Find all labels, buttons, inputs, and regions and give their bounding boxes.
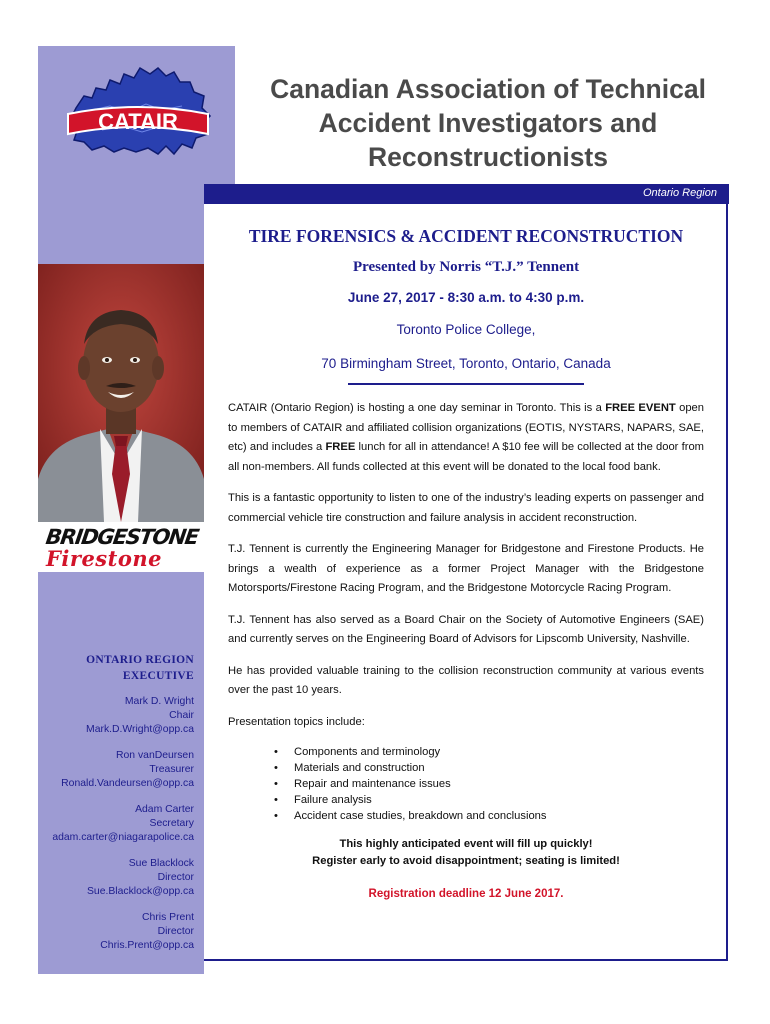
presenter-photo	[38, 264, 204, 522]
sponsor-logo	[38, 522, 204, 572]
executive-member	[40, 911, 194, 953]
registration-notice	[228, 836, 704, 870]
member-role: Director	[157, 926, 194, 937]
training-paragraph: He has provided valuable training to the collision reconstruction community at various events over the past 10 years.	[228, 664, 704, 696]
member-email-link[interactable]: Mark.D.Wright@opp.ca	[86, 724, 194, 735]
page-title	[248, 72, 728, 174]
event-date: June 27, 2017 - 8:30 a.m. to 4:30 p.m.	[347, 290, 585, 305]
list-item: • Components and terminology	[294, 744, 704, 760]
divider	[348, 383, 584, 385]
member-role: Chair	[169, 710, 194, 721]
catair-logo	[62, 60, 214, 172]
main-content	[228, 223, 704, 902]
title-line-1: Canadian Association of Technical	[270, 74, 706, 104]
event-presenter: Presented by Norris “T.J.” Tennent	[352, 259, 580, 275]
executive-list	[40, 652, 194, 965]
executive-heading-line-2: EXECUTIVE	[122, 670, 194, 682]
event-venue: Toronto Police College,	[396, 322, 536, 337]
topics-intro: Presentation topics include:	[228, 715, 365, 728]
list-item: • Materials and construction	[294, 760, 704, 776]
board-paragraph: T.J. Tennent has also served as a Board Chair on the Society of Automotive Engineers (SAE) and currently serves on the Engineering Board of Advisors for Lipscomb University, Nashville.	[228, 613, 704, 645]
intro-paragraph	[228, 399, 704, 477]
executive-member	[40, 749, 194, 791]
registration-deadline: Registration deadline 12 June 2017.	[368, 888, 564, 900]
member-name: Sue Blacklock	[128, 858, 194, 869]
member-email-link[interactable]: Ronald.Vandeursen@opp.ca	[61, 778, 194, 789]
topics-list	[228, 744, 704, 824]
executive-member	[40, 857, 194, 899]
free-event-emphasis: FREE EVENT	[605, 402, 676, 414]
member-role: Secretary	[149, 818, 194, 829]
list-item: • Repair and maintenance issues	[294, 776, 704, 792]
event-title: TIRE FORENSICS & ACCIDENT RECONSTRUCTION	[248, 226, 684, 246]
member-name: Mark D. Wright	[124, 696, 194, 707]
member-name: Chris Prent	[142, 912, 194, 923]
region-bar	[204, 184, 729, 204]
bio-paragraph: T.J. Tennent is currently the Engineering Manager for Bridgestone and Firestone Products. He brings a wealth of experience as a former Project Manager with the Bridgestone Motorsports/Firestone Racing Program, and the Bridgestone Motorcycle Racing Program.	[228, 543, 704, 594]
firestone-wordmark: Firestone	[46, 546, 162, 571]
member-name: Adam Carter	[135, 804, 194, 815]
notice-line-1: This highly anticipated event will fill up quickly!	[339, 838, 593, 850]
member-email-link[interactable]: adam.carter@niagarapolice.ca	[52, 832, 194, 843]
title-line-2: Accident Investigators and	[318, 108, 658, 138]
member-role: Director	[157, 872, 194, 883]
executive-member	[40, 695, 194, 737]
intro-text-a: CATAIR (Ontario Region) is hosting a one day seminar in Toronto. This is a	[228, 402, 606, 414]
member-email-link[interactable]: Sue.Blacklock@opp.ca	[86, 886, 194, 897]
member-role: Treasurer	[149, 764, 194, 775]
logo-text: CATAIR	[98, 109, 178, 134]
list-item: • Failure analysis	[294, 792, 704, 808]
region-label: Ontario Region	[643, 187, 717, 199]
executive-member	[40, 803, 194, 845]
event-address: 70 Birmingham Street, Toronto, Ontario, Canada	[321, 356, 611, 371]
opportunity-paragraph: This is a fantastic opportunity to listen to one of the industry’s leading experts on passenger and commercial vehicle tire construction and failure analysis in accident reconstruction.	[228, 492, 704, 524]
list-item: • Accident case studies, breakdown and conclusions	[294, 808, 704, 824]
executive-heading-line-1: ONTARIO REGION	[86, 654, 194, 666]
title-line-3: Reconstructionists	[367, 142, 608, 172]
member-name: Ron vanDeursen	[116, 750, 194, 761]
bridgestone-wordmark: BRIDGESTONE	[44, 525, 200, 549]
member-email-link[interactable]: Chris.Prent@opp.ca	[100, 940, 194, 951]
intro-text-c: lunch for all in attendance! A $10 fee will be collected at the door from all non-members. All funds collected at this event will be donated to the local food bank.	[228, 441, 704, 473]
intro-text-b: open to members of CATAIR and affiliated collision organizations (EOTIS, NYSTARS, NAPARS, SAE, etc) and includes a	[228, 402, 704, 453]
free-lunch-emphasis: FREE	[325, 441, 356, 453]
executive-heading	[40, 652, 194, 684]
notice-line-2: Register early to avoid disappointment; seating is limited!	[312, 855, 620, 867]
